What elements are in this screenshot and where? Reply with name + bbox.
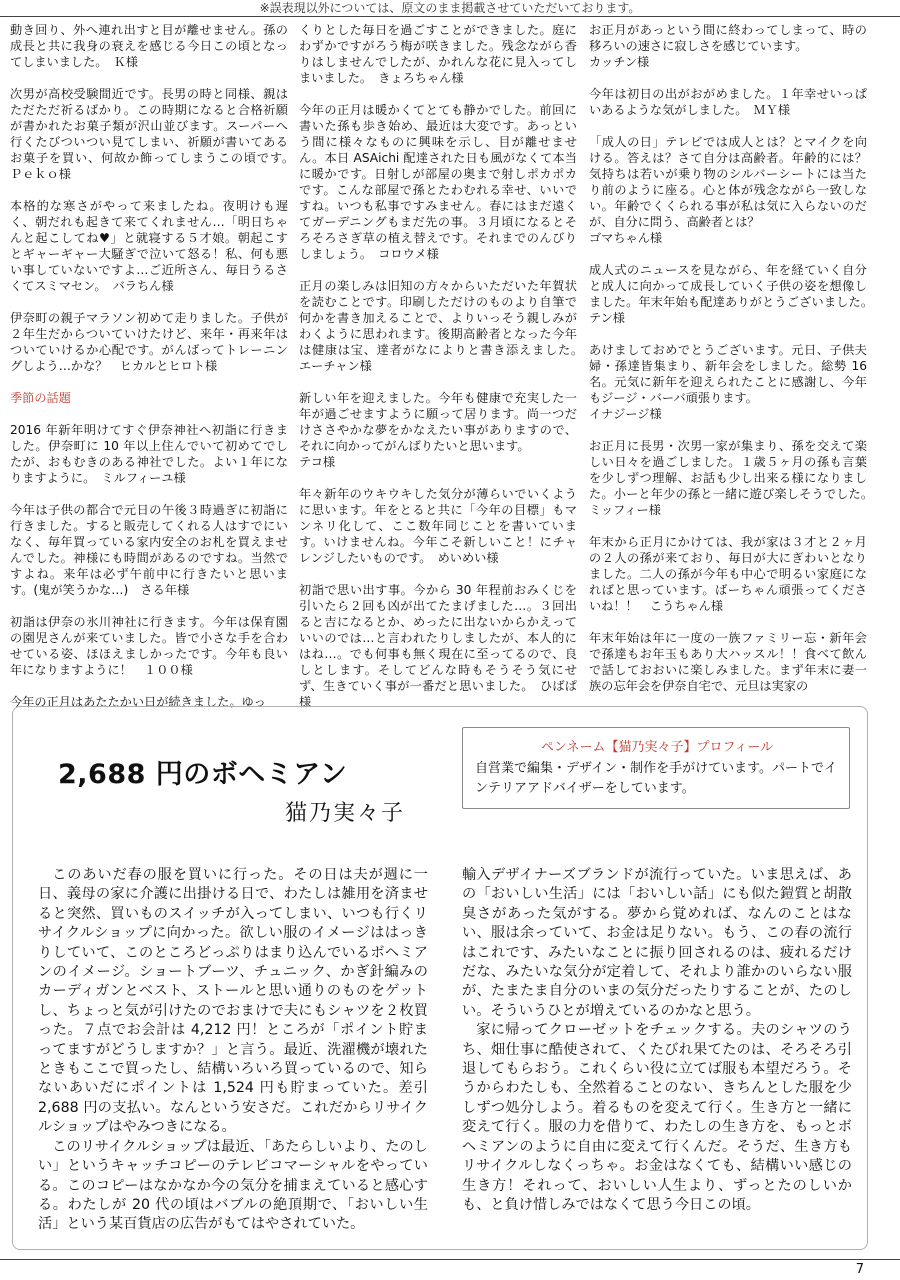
reader-post: あけましておめでとうございます。元日、子供夫婦・孫達皆集まり、新年会をしました。総勢 16 名。元気に新年を迎えられたことに感謝し、今年もジージ・バーバ頑張ります。 [589,343,867,405]
reprint-notice: ※誤表現以外については、原文のまま掲載させていただいております。 [0,0,900,17]
reader-post: 成人式のニュースを見ながら、年を経ていく自分と成人に向かって成長していく子供の姿を想像しました。年末年始も配達ありがとうございました。 テン様 [589,263,880,325]
profile-text: 自営業で編集・デザイン・制作を手がけています。パートでインテリアアドバイザーをしています。 [475,761,838,796]
reader-post: 初詣は伊奈の氷川神社に行きます。今年は保育園の園児さんが来ていました。皆で小さな手を合わせている姿、ほほえましかったです。今年も良い年になりますように！ １００様 [10,615,288,677]
reader-post: 動き回り、外へ連れ出すと目が離せません。孫の成長と共に我身の衰えを感じる今日この頃となってしまいました。 Ｋ様 [10,23,288,69]
footer-divider [0,1259,900,1260]
reader-post: お正月に長男・次男一家が集まり、孫を交えて楽しい日々を過ごしました。１歳５ヶ月の孫も言葉を少しずつ理解、お話も少し出来る様になりました。小ーと年少の孫と一緒に遊び楽しそうでした。 ミッフィー様 [589,439,880,517]
reader-post: 「成人の日」テレビでは成人とは？とマイクを向ける。答えは？さて自分は高齢者。年齢的には？気持ちは若いが乗り物のシルバーシートには当たり前のように座る。心と体が残念ながら一致しない。年齢でくくられる事が私は気に入らないのだが、自分に問う、高齢者とは？ [589,135,867,229]
reader-column-1 [10,22,301,709]
reader-post: 今年の正月はあたたかい日が続きました。ゆっ [10,695,266,709]
essay-author: 猫乃実々子 [285,801,406,826]
essay-paragraph: 輸入デザイナーズブランドが流行っていた。いま思えば、あの「おいしい生活」には「おいしい話」にも似た鎧質と胡散臭さがあった気がする。夢から覚めれば、なんのことはない、服は余っていて、お金は足りない。もう、この春の流行はこれです、みたいなことに振り回されるのは、疲れるだけだな、みたいな気分が定着して、それより誰かのいらない服が、たまたま自分のいまの気分だったりすることが、たのしい。そういうひとが増えているのかなと思う。 [462,867,852,1019]
reader-post: 今年の正月は暖かくてとても静かでした。前回に書いた孫も歩き始め、最近は大変です。あっという間に様々なものに興味を示し、目が離せません。本日 ASAichi 配達された日も風がなくて本当に暖かです。日射しが部屋の奥まで射しポカポカです。こんな部屋で孫とたわむれる幸せ、いいですね。いつも私事ですみません。春にはまだ遠くてガーデニングもまだ先の事。３月頃になるとそろそろさぎ草の植え替えです。それまでのんびりしましょう。 コロウメ様 [299,103,577,261]
author-profile-box [462,727,850,809]
reader-post: 正月の楽しみは旧知の方々からいただいた年賀状を読むことです。印刷しただけのものより自筆で何かを書き加えることで、よりいっそう親しみがわくように思われます。後期高齢者となった今年は健康は宝、達者がなによりと書き添えました。 エーチャン様 [299,279,590,373]
page-number: 7 [855,1262,864,1277]
reader-post: くりとした毎日を過ごすことができました。庭にわずかですがろう梅が咲きました。残念ながら香りはしませんでしたが、かれんな花に見入ってしまいました。 きょろちゃん様 [299,23,577,85]
reader-signature: ゴマちゃん様 [589,231,663,245]
reader-post: お正月があっという間に終わってしまって、時の移ろいの速さに寂しさを感じています。 [589,23,867,53]
reader-column-2 [299,22,590,709]
reader-column-3 [589,22,880,694]
reader-signature: イナジージ様 [589,407,662,421]
reader-post: 2016 年新年明けてすぐ伊奈神社へ初詣に行きました。伊奈町に 10 年以上住んでいて初めてでしたが、おもむきのある神社でした。よい１年になりますように。 ミルフィーユ様 [10,423,288,485]
section-heading-seasonal: 季節の話題 [10,391,71,405]
profile-title: ペンネーム【猫乃実々子】プロフィール [540,740,774,755]
reader-post: 年末年始は年に一度の一族ファミリー忘・新年会で孫達もお年玉もあり大ハッスル！！食べて飲んで話しておおいに楽しみました。まず年末に妻一族の忘年会を伊奈自宅で、元旦は実家の [589,631,867,693]
essay-column-right [462,866,852,1215]
reader-post: 年々新年のウキウキした気分が薄らいでいくように思います。年をとると共に「今年の目標」もマンネリ化して、ここ数年同じことを書いています。いけませんね。今年こそ新しいこと！にチャレンジしたいものです。 めいめい様 [299,487,577,565]
reader-post: 初詣で思い出す事。今から 30 年程前おみくじを引いたら２回も凶が出てたまげました…。３回出ると吉になるとか、めったに出ないからかえっていいのでは…と言われたりしましたが、本人的にはね…。でも何事も無く現在に至ってるので、良しとします。そしてどんな時もそうそう気にせず、生きていく事が一番だと思いました。 ひばぱ様 [299,583,577,709]
essay-paragraph: このあいだ春の服を買いに行った。その日は夫が週に一日、義母の家に介護に出掛ける日で、わたしは雑用を済ませると突然、買いものスイッチが入ってしまい、いつも行くリサイクルショップに向かった。欲しい服のイメージははっきりしていて、このところどっぷりはまり込んでいるボヘミアンのイメージ。ショートブーツ、チュニック、かぎ針編みのカーディガンとベスト、ストールと思い通りのものをゲットし、ちょっと気が引けたのでおまけで夫にもシャツを２枚買った。７点でお会計は 4,212 円！ところが「ポイント貯まってますがどうしますか？」と言う。最近、洗濯機が壊れたときもここで買ったし、結構いろいろ買っているので、知らないあいだにポイントは 1,524 円も貯まっていた。差引 2,688 円の支払い。なんという安さだ。これだからリサイクルショップはやみつきになる。 [38,867,428,1136]
reader-post: 伊奈町の親子マラソン初めて走りました。子供が２年生だからついていけたけど、来年・再来年はついていけるか心配です。がんばってトレーニングしよう…かな？ ヒカルとヒロト様 [10,311,288,373]
reader-post: 年末から正月にかけては、我が家は３才と２ヶ月の２人の孫が来ており、毎日が大にぎわいとなりました。二人の孫が今年も中心で明るい家庭になればと思っています。ばーちゃん頑張ってくださいね！！ こうちゃん様 [589,535,867,613]
reader-signature: テコ様 [299,455,336,469]
essay-paragraph: このリサイクルショップは最近、「あたらしいより、たのしい」というキャッチコピーのテレビコマーシャルをやっている。このコピーはなかなか今の気分を捕まえていると感心する。わたしが 20 代の頃はバブルの絶頂期で、「おいしい生活」という某百貨店の広告がもてはやされていた。 [38,1138,428,1233]
reader-post: 今年は初日の出がおがめました。１年幸せいっぱいあるような気がしました。 ＭＹ様 [589,87,867,117]
essay-paragraph: 家に帰ってクローゼットをチェックする。夫のシャツのうち、畑仕事に酷使されて、くたびれ果てたのは、そろそろ引退してもらおう。これくらい役に立てば服も本望だろう。そうからわたしも、全然着ることのない、きちんとした服を少しずつ処分しよう。着るものを変えて行く。生き方と一緒に変えて行く。服の力を借りて、わたしの生き方を、もっとボヘミアンのように自由に変えて行くんだ。そうだ、生き方もリサイクルしなくっちゃ。お金はなくても、結構いい感じの生き方！それって、おいしい人生より、ずっとたのしいかも、と負け惜しみではなくて思う今日この頃。 [462,1022,852,1213]
reader-post: 本格的な寒さがやって来ましたね。夜明けも遅く、朝だれも起きて来てくれません…「明日ちゃんと起こしてね♥」と就寝する５才娘。朝起こすとギャーギャー大騒ぎで泣いて怒る！私、何も悪い事していないですよ…ご近所さん、毎日うるさくてスミマセン。 バラちん様 [10,199,288,293]
reader-signature: カッチン様 [589,55,650,69]
reader-post: 次男が高校受験間近です。長男の時と同様、親はただただ祈るばかり。この時期になると合格祈願が書かれたお菓子類が沢山並びます。スーパーへ行くたびついつい見てしまい、祈願が書いてあるお菓子を買い、何故か飾ってしまうこの頃です。 Ｐｅｋｏ様 [10,87,301,181]
essay-column-left [38,866,428,1235]
essay-title: 2,688 円のボヘミアン [58,759,348,790]
reader-post: 新しい年を迎えました。今年も健康で充実した一年が過ごせますように願って居ります。尚一つだけささやかな夢をかなえたい事がありますので、それに向かってがんばりたいと思います。 [299,391,577,453]
reader-post: 今年は子供の都合で元日の午後３時過ぎに初詣に行きました。すると販売してくれる人はすでにいなく、毎年買っている家内安全のお札を買えませんでした。神様にも時間があるのですね。当然ですよね。来年は必ず午前中に行きたいと思います。(鬼が笑うかな…) さる年様 [10,503,288,597]
